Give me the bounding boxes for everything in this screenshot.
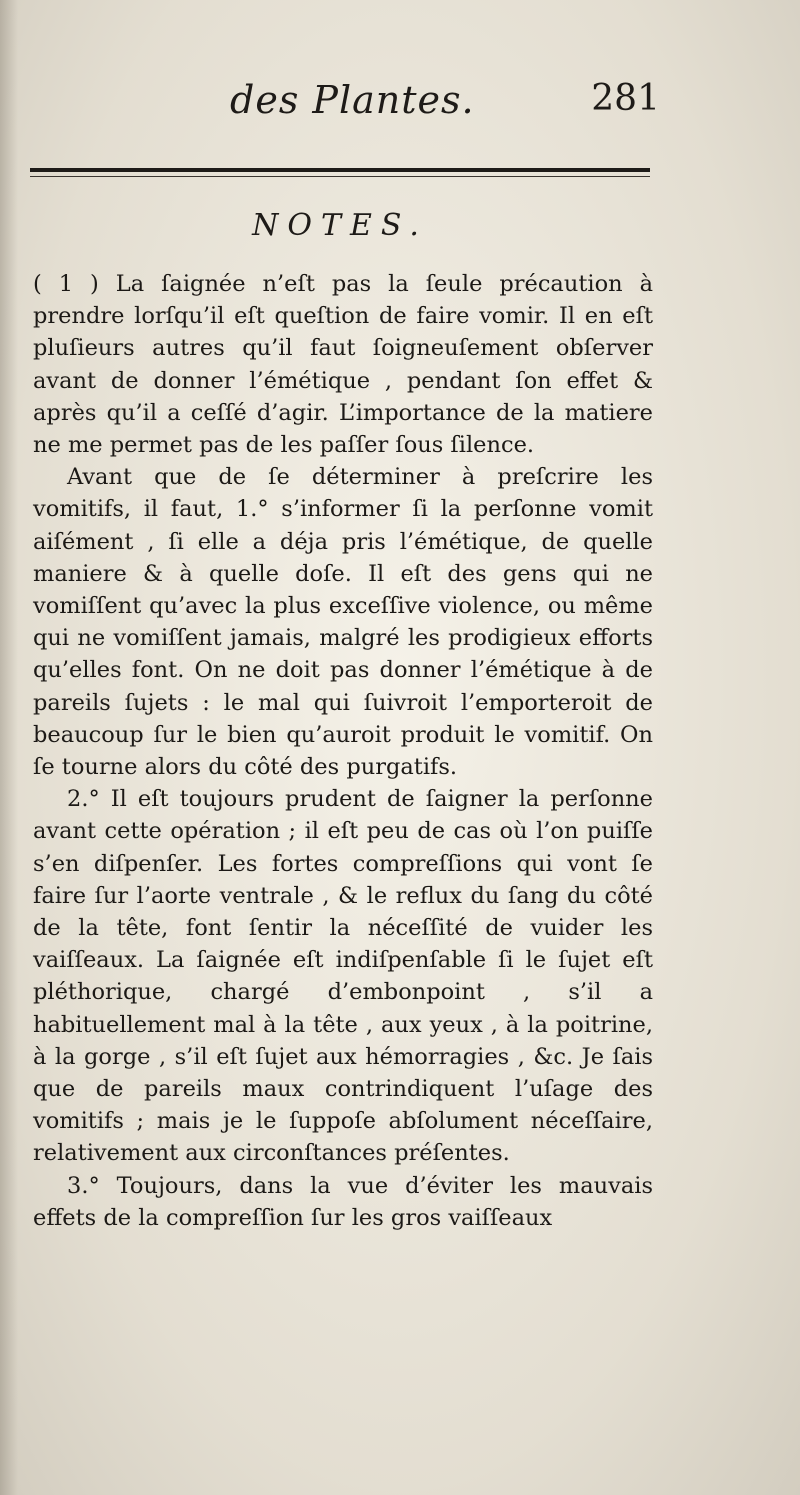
body-text xyxy=(33,268,653,1234)
running-title: des Plantes. xyxy=(230,78,475,122)
section-heading: NOTES. xyxy=(252,208,428,243)
header-rule xyxy=(30,168,650,172)
paragraph-vomitifs: Avant que de ſe déterminer à preſcrire les vomitifs, il faut, 1.° s’informer ſi la perſonne vomit aiſément , ſi elle a déja pris l’émétique, de quelle maniere & à quelle doſe. Il eſt des gens qui ne vomiſſent qu’avec la plus exceſſive violence, ou même qui ne vomiſſent jamais, malgré les prodigieux efforts qu’elles font. On ne doit pas donner l’émétique à de pareils ſujets : le mal qui ſuivroit l’emporteroit de beaucoup ſur le bien qu’auroit produit le vomitif. On ſe tourne alors du côté des purgatifs. xyxy=(33,464,653,781)
page-number: 281 xyxy=(591,78,660,119)
paragraph-note-1: ( 1 ) La ſaignée n’eſt pas la ſeule précaution à prendre lorſqu’il eſt queſtion de faire vomir. Il en eſt pluſieurs autres qu’il faut ſoigneuſement obſerver avant de donner l’émétique , pendant ſon effet & après qu’il a ceſſé d’agir. L’importance de la matiere ne me permet pas de les paſſer ſous ſilence. xyxy=(33,271,653,459)
header-rule-thin xyxy=(30,176,650,177)
page-gutter-shadow xyxy=(0,0,18,1495)
page-header xyxy=(30,78,660,128)
paragraph-point-3: 3.° Toujours, dans la vue d’éviter les mauvais effets de la compreſſion ſur les gros vaiſſeaux xyxy=(33,1172,653,1231)
paragraph-point-2: 2.° Il eſt toujours prudent de ſaigner la perſonne avant cette opération ; il eſt peu de cas où l’on puiſſe s’en diſpenſer. Les fortes compreſſions qui vont ſe faire ſur l’aorte ventrale , & le reflux du ſang du côté de la tête, font ſentir la néceſſité de vuider les vaiſſeaux. La ſaignée eſt indiſpenſable ſi le ſujet eſt pléthorique, chargé d’embonpoint , s’il a habituellement mal à la tête , aux yeux , à la poitrine, à la gorge , s’il eſt ſujet aux hémorragies , &c. Je ſais que de pareils maux contrindiquent l’uſage des vomitifs ; mais je le ſuppoſe abſolument néceſſaire, relativement aux circonſtances préſentes. xyxy=(33,786,653,1167)
